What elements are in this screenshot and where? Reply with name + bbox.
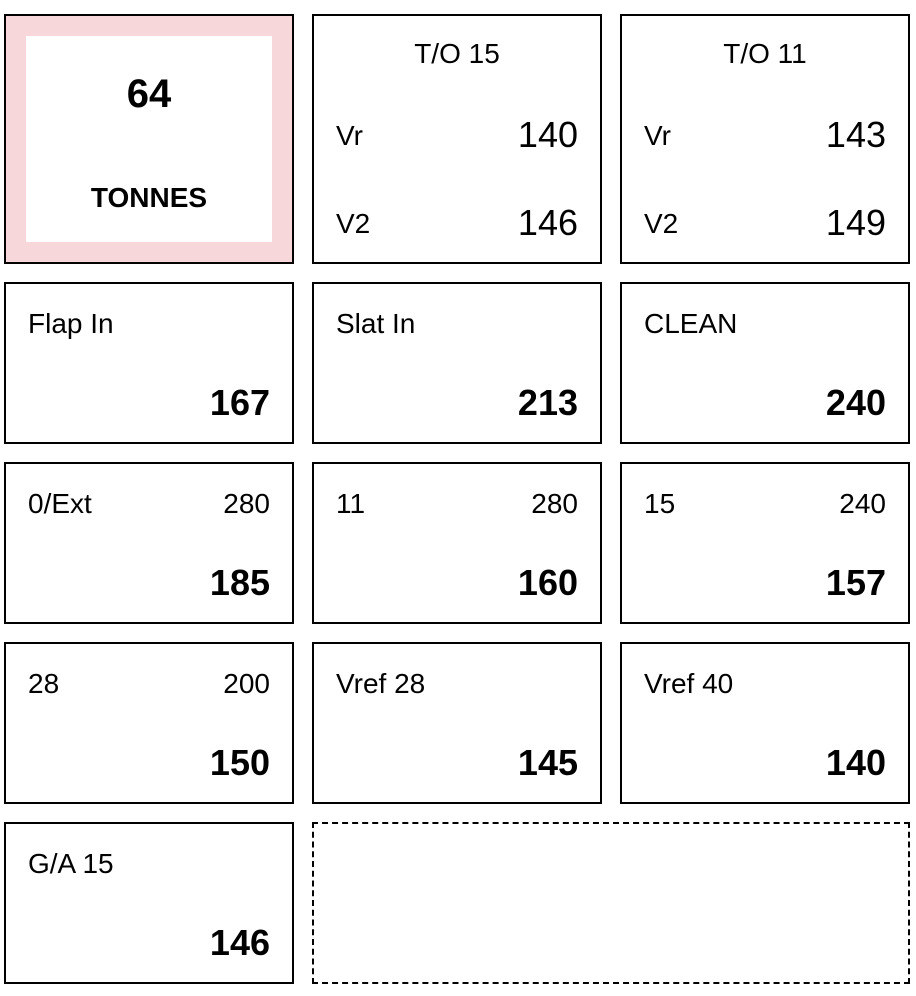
speed-value: 240 (825, 382, 886, 423)
speed-value: 150 (209, 742, 270, 783)
takeoff-title: T/O 11 (723, 38, 807, 69)
v2-label: V2 (336, 208, 371, 239)
vr-label: Vr (644, 120, 671, 151)
speed-card-flap-in (4, 282, 294, 444)
v2-value: 146 (517, 202, 578, 243)
speed-label: 15 (644, 488, 676, 519)
speed-label: Slat In (336, 308, 416, 339)
speed-limit: 280 (223, 488, 270, 519)
speed-card-vref-28 (312, 642, 602, 804)
takeoff-card-15 (312, 14, 602, 264)
v2-value: 149 (825, 202, 886, 243)
speed-value: 157 (825, 562, 886, 603)
speed-label: 28 (28, 668, 60, 699)
speed-card-flap-15 (620, 462, 910, 624)
speed-card-go-around-15 (4, 822, 294, 984)
speed-card-flap-0-ext (4, 462, 294, 624)
empty-card-placeholder (312, 822, 910, 984)
speed-value: 146 (209, 922, 270, 963)
speed-card-clean (620, 282, 910, 444)
speed-label: 0/Ext (28, 488, 92, 519)
weight-display (26, 36, 272, 242)
speed-label: G/A 15 (28, 848, 114, 879)
speed-limit: 280 (531, 488, 578, 519)
speed-label: 11 (336, 488, 366, 519)
takeoff-card-11 (620, 14, 910, 264)
speed-limit: 240 (839, 488, 886, 519)
vr-label: Vr (336, 120, 363, 151)
speed-card-flap-28 (4, 642, 294, 804)
vr-value: 143 (825, 114, 886, 155)
weight-unit: TONNES (90, 182, 208, 213)
speed-card-vref-40 (620, 642, 910, 804)
speed-label: Flap In (28, 308, 114, 339)
weight-card (4, 14, 294, 264)
takeoff-title: T/O 15 (414, 38, 500, 69)
v2-label: V2 (644, 208, 679, 239)
speed-value: 140 (825, 742, 886, 783)
speed-label: CLEAN (644, 308, 738, 339)
speed-value: 185 (209, 562, 270, 603)
speed-label: Vref 40 (644, 668, 734, 699)
speed-value: 145 (517, 742, 578, 783)
speed-card-flap-11 (312, 462, 602, 624)
speed-limit: 200 (223, 668, 270, 699)
speed-value: 167 (209, 382, 270, 423)
speed-value: 213 (517, 382, 578, 423)
speed-card-slat-in (312, 282, 602, 444)
speed-label: Vref 28 (336, 668, 426, 699)
weight-value: 64 (126, 72, 172, 116)
vr-value: 140 (517, 114, 578, 155)
speed-value: 160 (517, 562, 578, 603)
